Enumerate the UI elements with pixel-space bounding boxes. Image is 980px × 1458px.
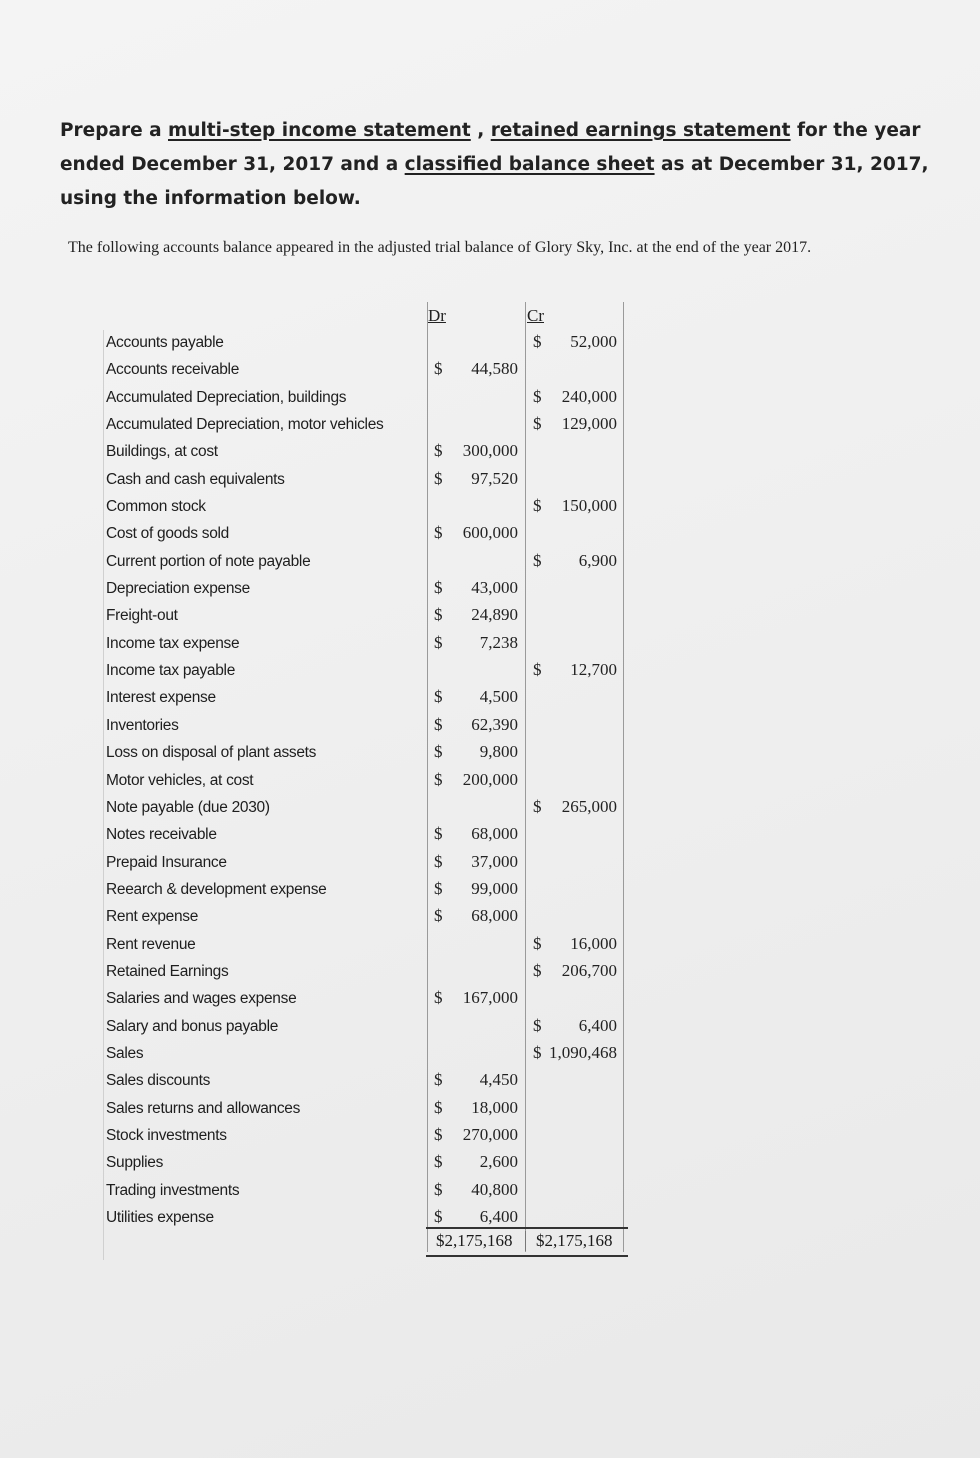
account-name: Accumulated Depreciation, buildings [106,388,347,406]
amount-value: 150,000 [561,496,617,516]
trial-balance-rows [100,329,628,1231]
amount-value: 6,400 [578,1015,617,1035]
amount-value: 9,800 [479,742,518,762]
currency-symbol: $ [434,906,443,926]
table-row [100,493,628,520]
account-name: Rent expense [106,908,199,926]
table-row [100,931,628,958]
table-row [100,712,628,739]
account-name: Sales [106,1044,144,1062]
table-row [100,1040,628,1067]
account-name: Note payable (due 2030) [106,798,270,816]
account-name: Accounts receivable [106,361,240,379]
instructions-part-2: , [470,120,491,141]
currency-symbol: $ [533,1015,542,1035]
account-name: Trading investments [106,1181,240,1199]
account-name: Cost of goods sold [106,525,229,543]
amount-value: 167,000 [462,988,518,1008]
table-row [100,329,628,356]
currency-symbol: $ [434,441,443,461]
amount-value: 206,700 [561,960,617,980]
currency-symbol: $ [434,605,443,625]
currency-symbol: $ [434,742,443,762]
currency-symbol: $ [434,988,443,1008]
account-name: Current portion of note payable [106,552,311,570]
table-row [100,1067,628,1094]
currency-symbol: $ [434,1179,443,1199]
table-row [100,849,628,876]
account-name: Cash and cash equivalents [106,470,285,488]
amount-value: 43,000 [471,578,518,598]
account-name: Utilities expense [106,1209,214,1226]
income-statement-term: multi-step income statement [168,120,471,141]
currency-symbol: $ [533,496,542,516]
currency-symbol: $ [533,386,542,406]
amount-value: 16,000 [570,933,617,953]
currency-symbol: $ [533,960,542,980]
currency-symbol: $ [434,687,443,707]
currency-symbol: $ [434,714,443,734]
table-row [100,794,628,821]
amount-value: 6,900 [578,550,617,570]
total-credit: $2,175,168 [536,1231,613,1250]
currency-symbol: $ [533,550,542,570]
amount-value: 1,090,468 [549,1042,617,1062]
table-row [100,958,628,985]
amount-value: 200,000 [462,769,518,789]
amount-value: 7,238 [479,632,518,652]
account-name: Motor vehicles, at cost [106,771,254,789]
table-row [100,520,628,547]
account-name: Sales returns and allowances [106,1099,301,1117]
table-row [100,657,628,684]
instructions-paragraph [60,114,930,216]
table-row [100,411,628,438]
amount-value: 4,450 [479,1070,518,1090]
table-row [100,384,628,411]
account-name: Sales discounts [106,1072,211,1090]
amount-value: 4,500 [479,687,518,707]
table-row [100,466,628,493]
currency-symbol: $ [533,796,542,816]
amount-value: 2,600 [479,1152,518,1172]
amount-value: 12,700 [570,660,617,680]
currency-symbol: $ [533,332,542,351]
amount-value: 24,890 [471,605,518,625]
account-name: Rent revenue [106,935,196,953]
debit-column-header: Dr [428,306,446,325]
table-row [100,876,628,903]
table-row [100,548,628,575]
table-row [100,1013,628,1040]
instructions-part-3: for the year ended December 31, 2017 and a [60,120,921,175]
account-name: Reearch & development expense [106,880,327,898]
credit-column-header: Cr [527,306,544,325]
account-name: Supplies [106,1154,164,1172]
table-row [100,767,628,794]
intro-paragraph: The following accounts balance appeared in the adjusted trial balance of Glory Sky, Inc. at the end of the year 2017. [68,239,812,256]
currency-symbol: $ [533,1042,542,1062]
balance-sheet-term: classified balance sheet [404,154,655,175]
currency-symbol: $ [434,1070,443,1090]
currency-symbol: $ [533,660,542,680]
table-row [100,1177,628,1204]
account-name: Retained Earnings [106,962,229,980]
account-name: Accounts payable [106,334,224,351]
table-row [100,356,628,383]
amount-value: 40,800 [471,1179,518,1199]
account-name: Salaries and wages expense [106,990,297,1008]
account-name: Common stock [106,498,206,516]
table-row [100,821,628,848]
amount-value: 68,000 [471,824,518,844]
currency-symbol: $ [533,414,542,434]
currency-symbol: $ [434,878,443,898]
currency-symbol: $ [434,851,443,871]
amount-value: 600,000 [462,523,518,543]
currency-symbol: $ [434,468,443,488]
account-name: Interest expense [106,689,216,707]
amount-value: 240,000 [561,386,617,406]
table-row [100,1095,628,1122]
account-name: Prepaid Insurance [106,853,227,871]
currency-symbol: $ [434,359,443,379]
account-name: Salary and bonus payable [106,1017,279,1035]
currency-symbol: $ [434,523,443,543]
currency-symbol: $ [434,1124,443,1144]
instructions-part-4: as at December 31, 2017, using the information below. [60,154,929,209]
currency-symbol: $ [434,1152,443,1172]
account-name: Inventories [106,716,179,734]
totals-row [426,1227,628,1257]
account-name: Notes receivable [106,826,217,844]
table-row [100,903,628,930]
account-name: Freight-out [106,607,178,625]
table-row [100,985,628,1012]
totals-divider [525,1231,526,1251]
table-row [100,684,628,711]
account-name: Income tax expense [106,634,240,652]
amount-value: 300,000 [462,441,518,461]
table-row [100,739,628,766]
amount-value: 18,000 [471,1097,518,1117]
instructions-part-1: Prepare a [60,120,168,141]
currency-symbol: $ [434,824,443,844]
account-name: Stock investments [106,1126,227,1144]
account-name: Loss on disposal of plant assets [106,744,317,762]
amount-value: 62,390 [471,714,518,734]
amount-value: 68,000 [471,906,518,926]
currency-symbol: $ [434,578,443,598]
amount-value: 97,520 [471,468,518,488]
amount-value: 99,000 [471,878,518,898]
amount-value: 37,000 [471,851,518,871]
total-debit: $2,175,168 [436,1231,513,1250]
amount-value: 6,400 [479,1207,518,1226]
amount-value: 129,000 [561,414,617,434]
currency-symbol: $ [434,769,443,789]
amount-value: 265,000 [561,796,617,816]
table-row [100,602,628,629]
table-row [100,1122,628,1149]
currency-symbol: $ [434,1097,443,1117]
amount-value: 270,000 [462,1124,518,1144]
retained-earnings-term: retained earnings statement [490,120,791,141]
account-name: Depreciation expense [106,580,250,598]
amount-value: 52,000 [570,332,617,351]
table-row [100,630,628,657]
account-name: Buildings, at cost [106,443,218,461]
account-name: Income tax payable [106,662,236,680]
table-row [100,1149,628,1176]
currency-symbol: $ [434,1207,443,1226]
table-row [100,575,628,602]
table-row [100,438,628,465]
currency-symbol: $ [533,933,542,953]
account-name: Accumulated Depreciation, motor vehicles [106,416,384,434]
currency-symbol: $ [434,632,443,652]
amount-value: 44,580 [471,359,518,379]
